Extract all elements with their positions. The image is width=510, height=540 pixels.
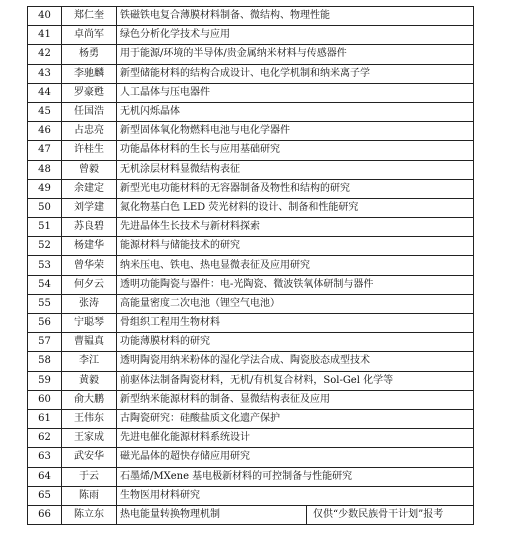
table-row: [28, 45, 474, 64]
row-number: 43: [28, 64, 62, 83]
research-topic: 无机涂层材料显微结构表征: [117, 160, 474, 179]
advisor-name: 曹韫真: [62, 333, 117, 352]
table-row: [28, 198, 474, 217]
row-number: 61: [28, 409, 62, 428]
row-number: 54: [28, 275, 62, 294]
advisor-name: 武安华: [62, 448, 117, 467]
table-row: [28, 237, 474, 256]
advisor-name: 曾华荣: [62, 256, 117, 275]
advisor-table-body: [28, 7, 474, 525]
table-row: [28, 467, 474, 486]
research-topic: 先进晶体生长技术与新材料探索: [117, 218, 474, 237]
table-row: [28, 102, 474, 121]
research-topic: 功能晶体材料的生长与应用基础研究: [117, 141, 474, 160]
row-number: 55: [28, 294, 62, 313]
table-row: [28, 141, 474, 160]
table-row: [28, 486, 474, 505]
row-number: 45: [28, 102, 62, 121]
table-row: [28, 390, 474, 409]
row-number: 47: [28, 141, 62, 160]
table-row: [28, 122, 474, 141]
table-row: [28, 83, 474, 102]
table-row: [28, 371, 474, 390]
advisor-name: 李驰麟: [62, 64, 117, 83]
row-number: 57: [28, 333, 62, 352]
advisor-name: 杨勇: [62, 45, 117, 64]
table-row: [28, 256, 474, 275]
table-row: [28, 160, 474, 179]
research-topic: 磁光晶体的超快存储应用研究: [117, 448, 474, 467]
research-topic: 骨组织工程用生物材料: [117, 314, 474, 333]
advisor-name: 郑仁奎: [62, 7, 117, 26]
advisor-name: 王家成: [62, 429, 117, 448]
research-topic: 前驱体法制备陶瓷材料，无机/有机复合材料，Sol-Gel 化学等: [117, 371, 474, 390]
row-number: 50: [28, 198, 62, 217]
table-row: [28, 179, 474, 198]
table-row: [28, 333, 474, 352]
research-topic: 纳米压电、铁电、热电显微表征及应用研究: [117, 256, 474, 275]
advisor-name: 李江: [62, 352, 117, 371]
advisor-name: 张涛: [62, 294, 117, 313]
advisor-name: 卓尚军: [62, 26, 117, 45]
advisor-name: 许桂生: [62, 141, 117, 160]
research-topic: 新型纳米能源材料的制备、显微结构表征及应用: [117, 390, 474, 409]
research-topic: 氮化物基白色 LED 荧光材料的设计、制备和性能研究: [117, 198, 474, 217]
advisor-table: [27, 6, 474, 525]
table-row: [28, 275, 474, 294]
research-topic: 古陶瓷研究：硅酸盐质文化遗产保护: [117, 409, 474, 428]
row-number: 40: [28, 7, 62, 26]
table-row: [28, 218, 474, 237]
research-topic: 绿色分析化学技术与应用: [117, 26, 474, 45]
row-number: 44: [28, 83, 62, 102]
row-number: 63: [28, 448, 62, 467]
row-number: 65: [28, 486, 62, 505]
table-row: [28, 448, 474, 467]
row-number: 62: [28, 429, 62, 448]
advisor-name: 王伟东: [62, 409, 117, 428]
advisor-name: 于云: [62, 467, 117, 486]
research-topic: 透明陶瓷用纳米粉体的湿化学法合成、陶瓷胶态成型技术: [117, 352, 474, 371]
research-topic: 无机闪烁晶体: [117, 102, 474, 121]
table-row: [28, 409, 474, 428]
table-row: [28, 352, 474, 371]
research-topic: 人工晶体与压电器件: [117, 83, 474, 102]
advisor-name: 宁聪琴: [62, 314, 117, 333]
advisor-name: 任国浩: [62, 102, 117, 121]
advisor-name: 苏良碧: [62, 218, 117, 237]
advisor-name: 占忠亮: [62, 122, 117, 141]
advisor-name: 罗豪甦: [62, 83, 117, 102]
research-topic: 先进电催化能源材料系统设计: [117, 429, 474, 448]
table-row: [28, 505, 474, 524]
research-topic: 生物医用材料研究: [117, 486, 474, 505]
row-note: 仅供“少数民族骨干计划”报考: [307, 505, 474, 524]
row-number: 58: [28, 352, 62, 371]
row-number: 66: [28, 505, 62, 524]
table-row: [28, 26, 474, 45]
row-number: 51: [28, 218, 62, 237]
research-topic: 铁磁铁电复合薄膜材料制备、微结构、物理性能: [117, 7, 474, 26]
row-number: 59: [28, 371, 62, 390]
table-row: [28, 314, 474, 333]
advisor-name: 何夕云: [62, 275, 117, 294]
advisor-name: 刘学建: [62, 198, 117, 217]
table-row: [28, 64, 474, 83]
row-number: 60: [28, 390, 62, 409]
research-topic: 石墨烯/MXene 基电极新材料的可控制备与性能研究: [117, 467, 474, 486]
advisor-name: 陈雨: [62, 486, 117, 505]
row-number: 56: [28, 314, 62, 333]
row-number: 53: [28, 256, 62, 275]
advisor-name: 杨建华: [62, 237, 117, 256]
table-row: [28, 7, 474, 26]
row-number: 46: [28, 122, 62, 141]
table-row: [28, 429, 474, 448]
advisor-name: 俞大鹏: [62, 390, 117, 409]
row-number: 64: [28, 467, 62, 486]
row-number: 48: [28, 160, 62, 179]
research-topic: 能源材料与储能技术的研究: [117, 237, 474, 256]
advisor-name: 黄毅: [62, 371, 117, 390]
research-topic: 新型储能材料的结构合成设计、电化学机制和纳米离子学: [117, 64, 474, 83]
research-topic: 用于能源/环境的半导体/贵金属纳米材料与传感器件: [117, 45, 474, 64]
row-number: 52: [28, 237, 62, 256]
research-topic: 功能薄膜材料的研究: [117, 333, 474, 352]
advisor-name: 曾毅: [62, 160, 117, 179]
research-topic: 透明功能陶瓷与器件：电-光陶瓷、微波铁氧体研制与器件: [117, 275, 474, 294]
advisor-name: 陈立东: [62, 505, 117, 524]
row-number: 42: [28, 45, 62, 64]
research-topic: 热电能量转换物理机制: [117, 505, 307, 524]
row-number: 41: [28, 26, 62, 45]
research-topic: 新型光电功能材料的无容器制备及物性和结构的研究: [117, 179, 474, 198]
row-number: 49: [28, 179, 62, 198]
advisor-name: 余建定: [62, 179, 117, 198]
research-topic: 新型固体氧化物燃料电池与电化学器件: [117, 122, 474, 141]
research-topic: 高能量密度二次电池（锂空气电池）: [117, 294, 474, 313]
table-row: [28, 294, 474, 313]
